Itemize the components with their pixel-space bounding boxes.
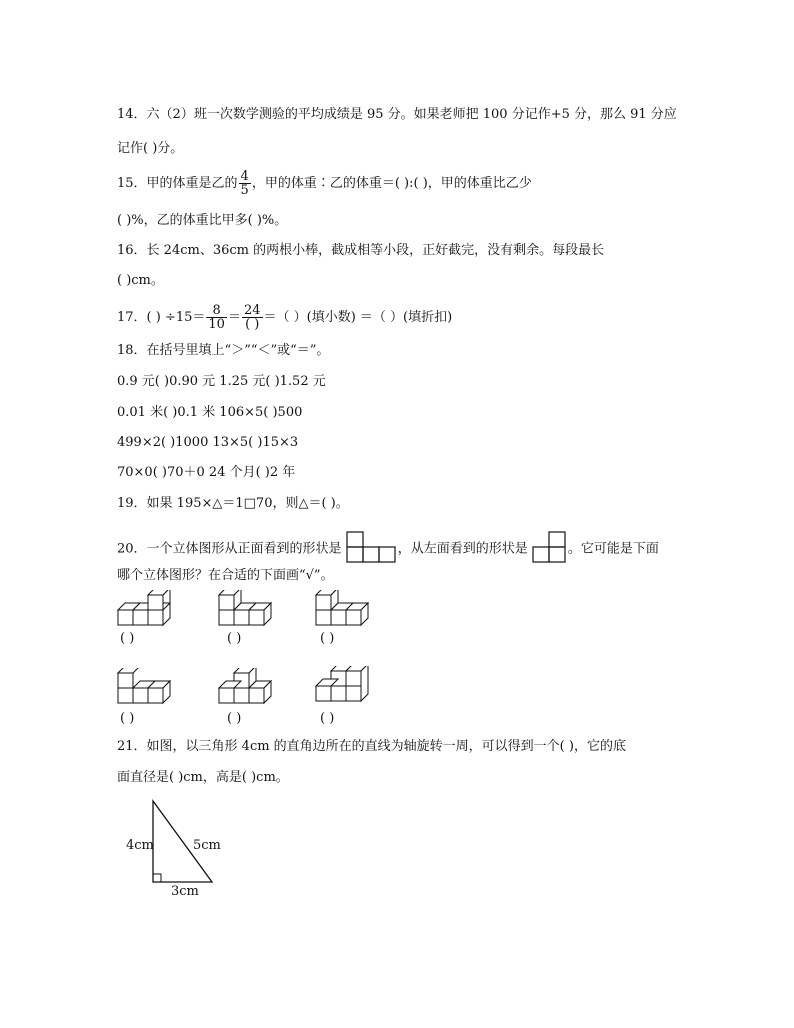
option-d-choice[interactable]: ( ) (120, 711, 135, 726)
q20-part3: 。它可能是下面 (567, 541, 659, 557)
triangle-label-base: 3cm (171, 884, 199, 899)
option-e-choice[interactable]: ( ) (227, 711, 242, 726)
option-f-choice[interactable]: ( ) (320, 711, 335, 726)
option-e-cubes (217, 668, 281, 710)
q15-line1 (117, 170, 532, 197)
option-f-cubes (314, 666, 378, 710)
q18-row-4: 70×0( )70＋0 24 个月( )2 年 (117, 465, 296, 480)
q17-frac1-den: 10 (208, 317, 225, 332)
option-a-choice[interactable]: ( ) (120, 631, 135, 646)
left-view-figure (532, 531, 568, 563)
q15-line2: ( )%，乙的体重比甲多( )%。 (117, 213, 288, 228)
q14-line1: 14．六（2）班一次数学测验的平均成绩是 95 分。如果老师把 100 分记作+5 分，那么 91 分应 (117, 107, 677, 122)
front-view-figure (346, 531, 398, 563)
q15-frac-den: 5 (240, 183, 249, 198)
q17-frac1-num: 8 (206, 304, 227, 318)
q17-prefix: 17．( ) ÷15＝ (117, 310, 206, 325)
q18-title: 18．在括号里填上“＞”“＜”或“＝”。 (117, 343, 330, 358)
q20-part2: ，从左面看到的形状是 (397, 541, 528, 557)
option-b-choice[interactable]: ( ) (227, 631, 242, 646)
q18-row-1: 0.9 元( )0.90 元 1.25 元( )1.52 元 (117, 374, 326, 389)
q17-frac2-num: 24 (243, 303, 261, 318)
option-b-cubes (217, 590, 281, 632)
q17-eq: ＝ (227, 310, 241, 325)
q17-line (117, 304, 452, 331)
q14-line2: 记作( )分。 (117, 141, 184, 156)
option-c-choice[interactable]: ( ) (320, 631, 335, 646)
q16-line1: 16．长 24cm、36cm 的两根小棒，截成相等小段，正好截完，没有剩余。每段最长 (117, 243, 605, 258)
q15-prefix: 15．甲的体重是乙的 (117, 176, 238, 191)
q17-suffix: ＝（ ）(填小数) ＝（ ）(填折扣) (263, 310, 453, 325)
q20-part1: 20．一个立体图形从正面看到的形状是 (117, 541, 342, 557)
q18-row-3: 499×2( )1000 13×5( )15×3 (117, 435, 299, 450)
q15-suffix: ，甲的体重∶乙的体重＝( ):( )，甲的体重比乙少 (251, 176, 532, 191)
q21-line2: 面直径是( )cm，高是( )cm。 (117, 770, 289, 785)
q15-fraction (239, 170, 251, 197)
q19-line: 19．如果 195×△＝1□70，则△＝( )。 (117, 496, 349, 511)
q21-line1: 21．如图，以三角形 4cm 的直角边所在的直线为轴旋转一周，可以得到一个( )，它的底 (117, 739, 626, 754)
q17-frac2-den: ( ) (245, 317, 260, 332)
q17-fraction-2 (242, 304, 263, 331)
q17-fraction-1 (206, 304, 227, 331)
q20-line2: 哪个立体图形？在合适的下面画“√”。 (117, 568, 334, 583)
q16-line2: ( )cm。 (117, 273, 164, 288)
option-d-cubes (116, 668, 180, 710)
q20-line1 (117, 531, 659, 567)
triangle-label-hypotenuse: 5cm (193, 838, 221, 853)
q15-frac-num: 4 (240, 169, 249, 184)
q18-row-2: 0.01 米( )0.1 米 106×5( )500 (117, 405, 303, 420)
option-a-cubes (116, 590, 180, 632)
option-c-cubes (314, 590, 378, 632)
triangle-label-height: 4cm (126, 838, 154, 853)
